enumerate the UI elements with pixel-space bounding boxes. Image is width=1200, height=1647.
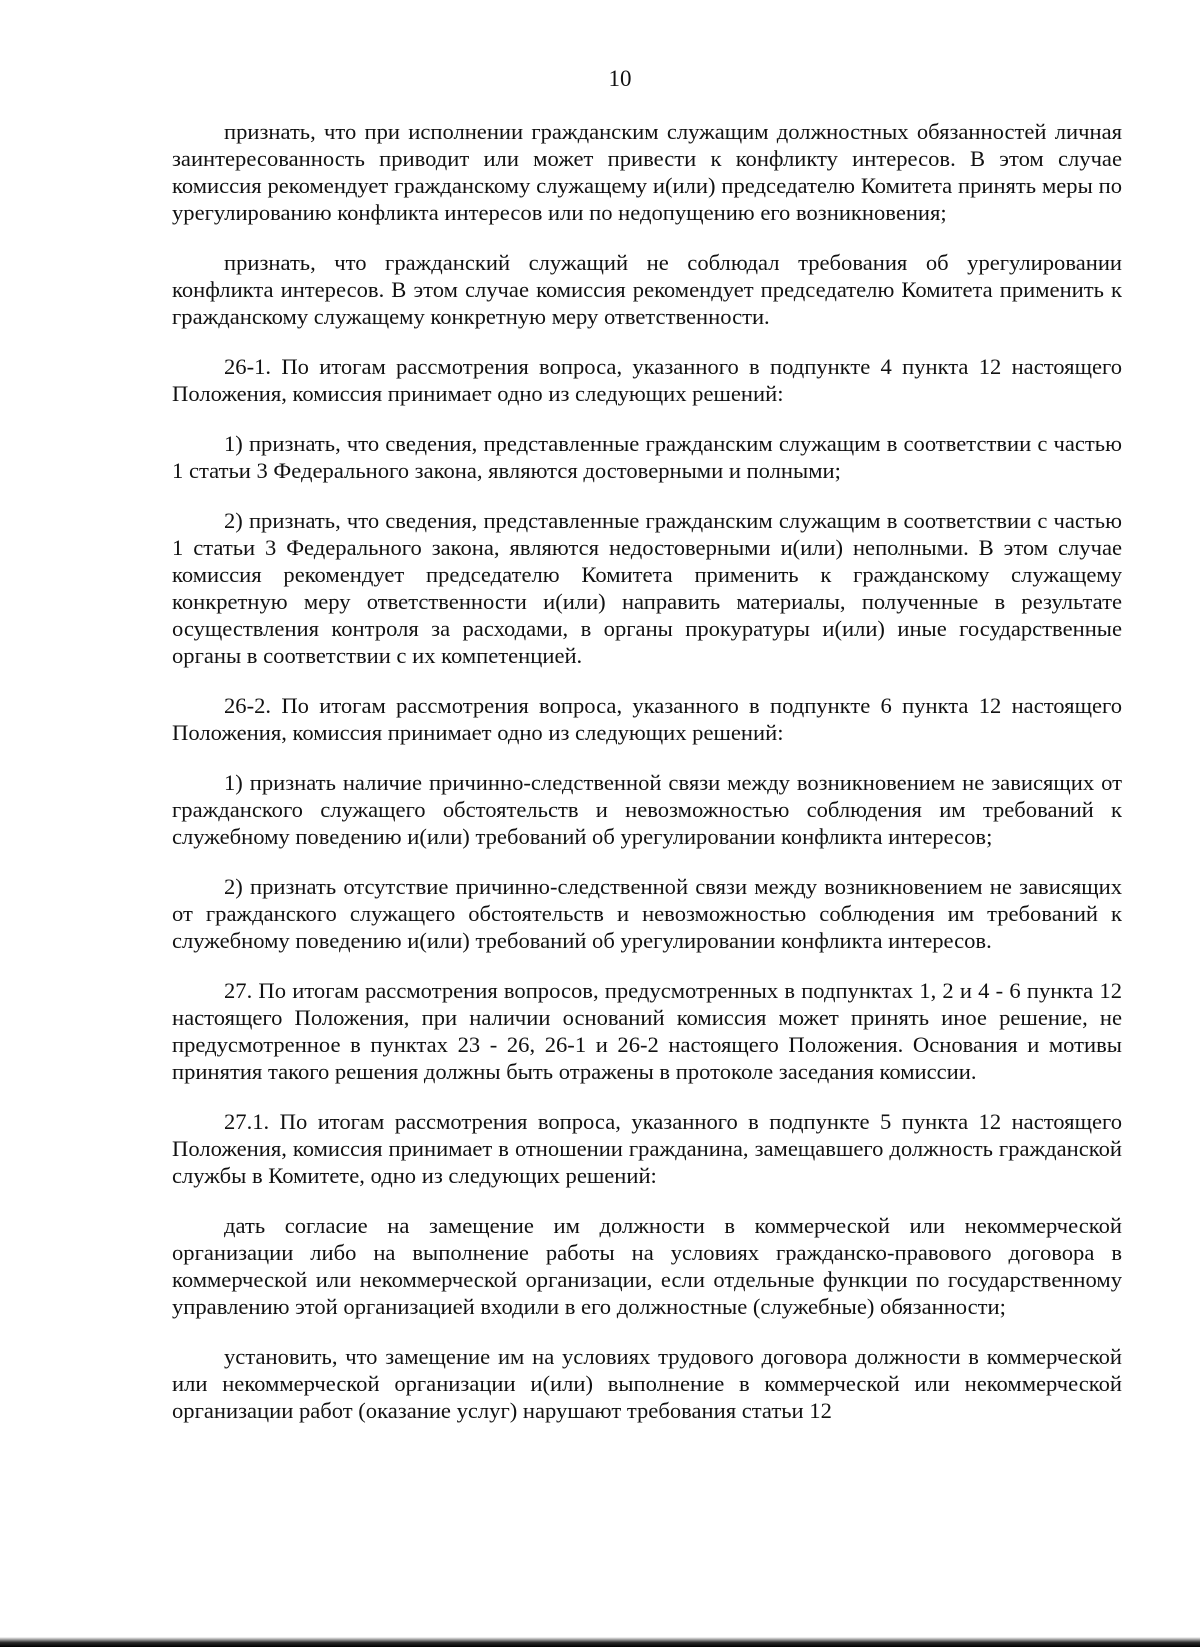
paragraph-27-1: 27.1. По итогам рассмотрения вопроса, указанного в подпункте 5 пункта 12 настоящего Положения, комиссия принимает в отношении гражданина, замещавшего должность гражданской службы в Комитете, одно из следующих решений: (172, 1109, 1122, 1188)
scan-bottom-edge (0, 1637, 1200, 1647)
page-number: 10 (608, 66, 632, 91)
paragraph-26-1-item-1: 1) признать, что сведения, представленные гражданским служащим в соответствии с частью 1 статьи 3 Федерального закона, являются достоверными и полными; (172, 431, 1122, 483)
paragraph-consent: дать согласие на замещение им должности в коммерческой или некоммерческой организации либо на выполнение работы на условиях гражданско-правового договора в коммерческой или некоммерческой организации, если отдельные функции по государственному управлению этой организацией входили в его должностные (служебные) обязанности; (172, 1213, 1122, 1319)
paragraph-conflict-recognized: признать, что при исполнении гражданским служащим должностных обязанностей личная заинтересованность приводит или может привести к конфликту интересов. В этом случае комиссия рекомендует гражданскому служащему и(или) председателю Комитета принять меры по урегулированию конфликта интересов или по недопущению его возникновения; (172, 119, 1122, 225)
paragraph-26-1: 26-1. По итогам рассмотрения вопроса, указанного в подпункте 4 пункта 12 настоящего Положения, комиссия принимает одно из следующих решений: (172, 354, 1122, 406)
paragraph-violation: установить, что замещение им на условиях трудового договора должности в коммерческой или некоммерческой организации и(или) выполнение в коммерческой или некоммерческой организации работ (оказание услуг) нарушают требования статьи 12 (172, 1344, 1122, 1423)
paragraph-26-2-item-1: 1) признать наличие причинно-следственной связи между возникновением не зависящих от гражданского служащего обстоятельств и невозможностью соблюдения им требований к служебному поведению и(или) требований об урегулировании конфликта интересов; (172, 770, 1122, 849)
paragraph-26-2: 26-2. По итогам рассмотрения вопроса, указанного в подпункте 6 пункта 12 настоящего Положения, комиссия принимает одно из следующих решений: (172, 693, 1122, 745)
document-body (172, 118, 1122, 1424)
paragraph-requirements-not-met: признать, что гражданский служащий не соблюдал требования об урегулировании конфликта интересов. В этом случае комиссия рекомендует председателю Комитета применить к гражданскому служащему конкретную меру ответственности. (172, 250, 1122, 329)
paragraph-26-1-item-2: 2) признать, что сведения, представленные гражданским служащим в соответствии с частью 1 статьи 3 Федерального закона, являются недостоверными и(или) неполными. В этом случае комиссия рекомендует председателю Комитета применить к гражданскому служащему конкретную меру ответственности и(или) направить материалы, полученные в результате осуществления контроля за расходами, в органы прокуратуры и(или) иные государственные органы в соответствии с их компетенцией. (172, 508, 1122, 668)
paragraph-26-2-item-2: 2) признать отсутствие причинно-следственной связи между возникновением не зависящих от гражданского служащего обстоятельств и невозможностью соблюдения им требований к служебному поведению и(или) требований об урегулировании конфликта интересов. (172, 874, 1122, 953)
paragraph-27: 27. По итогам рассмотрения вопросов, предусмотренных в подпунктах 1, 2 и 4 - 6 пункта 12 настоящего Положения, при наличии оснований комиссия может принять иное решение, не предусмотренное в пунктах 23 - 26, 26-1 и 26-2 настоящего Положения. Основания и мотивы принятия такого решения должны быть отражены в протоколе заседания комиссии. (172, 978, 1122, 1084)
